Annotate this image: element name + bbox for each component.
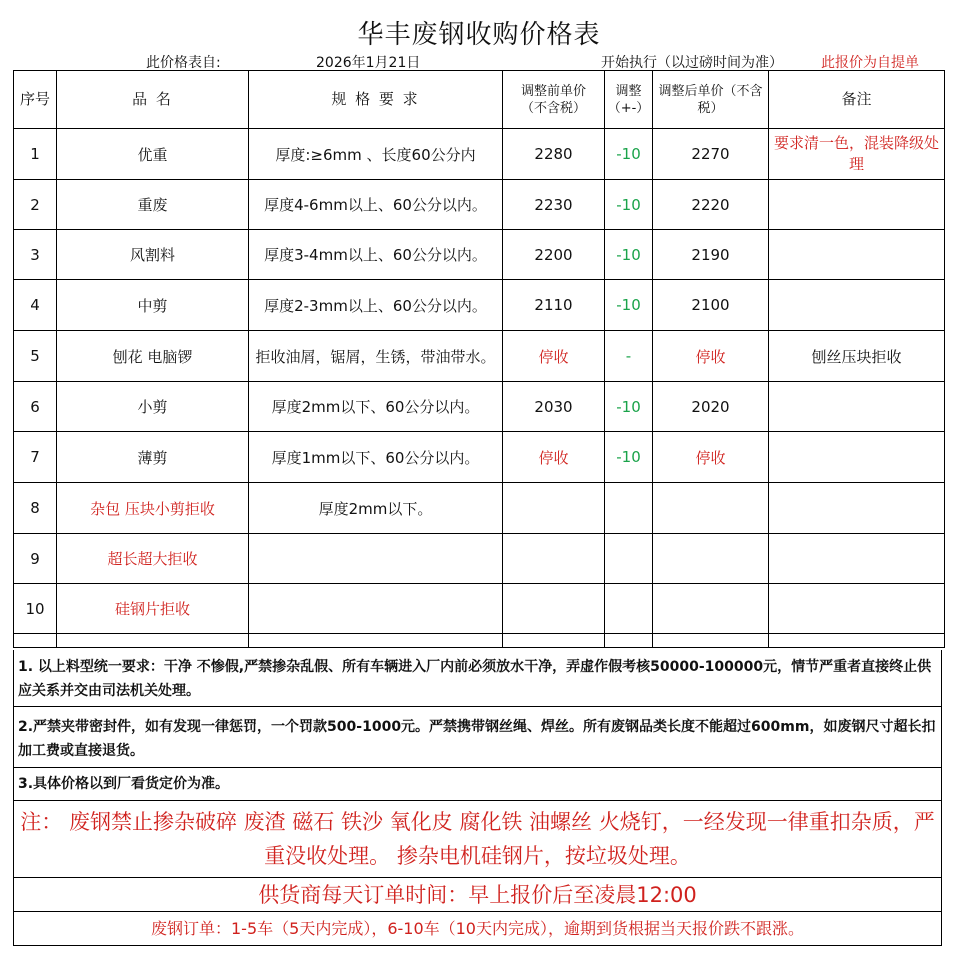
header-adj: [605, 71, 653, 129]
row-before-price: [503, 483, 605, 534]
row-spec: 厚度:≥6mm 、长度60公分内: [249, 129, 503, 180]
note-3: 3.具体价格以到厂看货定价为准。: [13, 768, 942, 801]
row-name: 优重: [57, 129, 249, 180]
row-spec: 厚度2mm以下。: [249, 483, 503, 534]
row-remark: [769, 280, 945, 331]
row-no: 1: [14, 129, 57, 180]
row-no: 10: [14, 584, 57, 634]
row-before-price: 2200: [503, 230, 605, 280]
row-name: 中剪: [57, 280, 249, 331]
row-adjustment: -10: [605, 432, 653, 483]
header-name: 品 名: [57, 71, 249, 129]
header-before-sub: （不含税）: [520, 100, 586, 116]
header-before-label: 调整前单价: [520, 83, 586, 99]
row-name: 小剪: [57, 382, 249, 432]
row-after-price: 2190: [653, 230, 769, 280]
price-table: [13, 70, 945, 648]
row-remark: [769, 483, 945, 534]
row-after-price: [653, 534, 769, 584]
row-adjustment: -10: [605, 129, 653, 180]
row-adjustment: -: [605, 331, 653, 382]
row-after-price: 2270: [653, 129, 769, 180]
row-no: 9: [14, 534, 57, 584]
table-row: [14, 483, 945, 534]
row-adjustment: -10: [605, 230, 653, 280]
table-spacer-row: [14, 634, 945, 648]
row-spec: 厚度1mm以下、60公分以内。: [249, 432, 503, 483]
row-before-price: 停收: [503, 331, 605, 382]
table-row: [14, 280, 945, 331]
row-name: 刨花 电脑锣: [57, 331, 249, 382]
row-remark: [769, 230, 945, 280]
row-after-price: 2220: [653, 180, 769, 230]
table-row: [14, 180, 945, 230]
row-adjustment: [605, 483, 653, 534]
row-adjustment: -10: [605, 382, 653, 432]
page-title: 华丰废钢收购价格表: [357, 20, 601, 50]
row-remark: [769, 584, 945, 634]
row-name: 薄剪: [57, 432, 249, 483]
header-spec: 规 格 要 求: [249, 71, 503, 129]
row-spec: 厚度4-6mm以上、60公分以内。: [249, 180, 503, 230]
exec-note: 开始执行（以过磅时间为准）: [601, 55, 783, 71]
row-spec: 厚度2-3mm以上、60公分以内。: [249, 280, 503, 331]
header-before: [503, 71, 605, 129]
row-before-price: 2230: [503, 180, 605, 230]
table-row: [14, 584, 945, 634]
row-no: 4: [14, 280, 57, 331]
row-remark: 要求清一色，混装降级处理: [769, 129, 945, 180]
row-after-price: [653, 584, 769, 634]
row-before-price: 停收: [503, 432, 605, 483]
row-remark: [769, 432, 945, 483]
valid-from-label: 此价格表自:: [146, 55, 221, 71]
header-no: 序号: [14, 71, 57, 129]
header-adj-label: 调整: [615, 83, 642, 99]
header-after: [653, 71, 769, 129]
row-before-price: 2110: [503, 280, 605, 331]
row-remark: [769, 180, 945, 230]
row-name: 重废: [57, 180, 249, 230]
table-row: [14, 432, 945, 483]
row-adjustment: -10: [605, 180, 653, 230]
row-before-price: [503, 534, 605, 584]
row-spec: 拒收油屑，锯屑，生锈，带油带水。: [249, 331, 503, 382]
row-adjustment: -10: [605, 280, 653, 331]
row-after-price: 停收: [653, 331, 769, 382]
self-pickup-note: 此报价为自提单: [821, 55, 919, 71]
row-before-price: 2030: [503, 382, 605, 432]
row-name: 风割料: [57, 230, 249, 280]
row-before-price: 2280: [503, 129, 605, 180]
row-spec: [249, 534, 503, 584]
table-header-row: [14, 71, 945, 129]
table-row: [14, 534, 945, 584]
row-after-price: [653, 483, 769, 534]
row-no: 6: [14, 382, 57, 432]
row-remark: [769, 382, 945, 432]
row-spec: 厚度2mm以下、60公分以内。: [249, 382, 503, 432]
row-no: 2: [14, 180, 57, 230]
note-2: 2.严禁夹带密封件，如有发现一律惩罚，一个罚款500-1000元。严禁携带钢丝绳、焊丝。所有废钢品类长度不能超过600mm，如废钢尺寸超长扣加工费或直接退货。: [13, 707, 942, 768]
order-time-note: 供货商每天订单时间：早上报价后至凌晨12:00: [13, 878, 942, 912]
row-adjustment: [605, 584, 653, 634]
row-no: 5: [14, 331, 57, 382]
row-after-price: 停收: [653, 432, 769, 483]
row-remark: 刨丝压块拒收: [769, 331, 945, 382]
header-after-label: 调整后单价（不含: [658, 83, 763, 99]
note-1: 1. 以上料型统一要求：干净 不惨假,严禁掺杂乱假、所有车辆进入厂内前必须放水干净，弄虚作假考核50000-100000元，情节严重者直接终止供应关系并交由司法机关处理。: [13, 650, 942, 707]
table-row: [14, 129, 945, 180]
header-after-sub: 税）: [697, 100, 724, 116]
row-no: 8: [14, 483, 57, 534]
row-no: 7: [14, 432, 57, 483]
row-name: 杂包 压块小剪拒收: [57, 483, 249, 534]
warning-note: 注： 废钢禁止掺杂破碎 废渣 磁石 铁沙 氧化皮 腐化铁 油螺丝 火烧钉，一经发现一律重扣杂质，严重没收处理。 掺杂电机硅钢片，按垃圾处理。: [13, 801, 942, 878]
header-remark: 备注: [769, 71, 945, 129]
table-row: [14, 382, 945, 432]
table-row: [14, 331, 945, 382]
row-name: 硅钢片拒收: [57, 584, 249, 634]
row-after-price: 2100: [653, 280, 769, 331]
row-before-price: [503, 584, 605, 634]
table-row: [14, 230, 945, 280]
row-remark: [769, 534, 945, 584]
row-spec: [249, 584, 503, 634]
row-spec: 厚度3-4mm以上、60公分以内。: [249, 230, 503, 280]
row-name: 超长超大拒收: [57, 534, 249, 584]
header-adj-sub: （+-）: [607, 100, 650, 116]
effective-date: 2026年1月21日: [316, 55, 421, 71]
order-rule-note: 废钢订单：1-5车（5天内完成），6-10车（10天内完成），逾期到货根据当天报价跌不跟涨。: [13, 912, 942, 946]
row-no: 3: [14, 230, 57, 280]
row-adjustment: [605, 534, 653, 584]
row-after-price: 2020: [653, 382, 769, 432]
